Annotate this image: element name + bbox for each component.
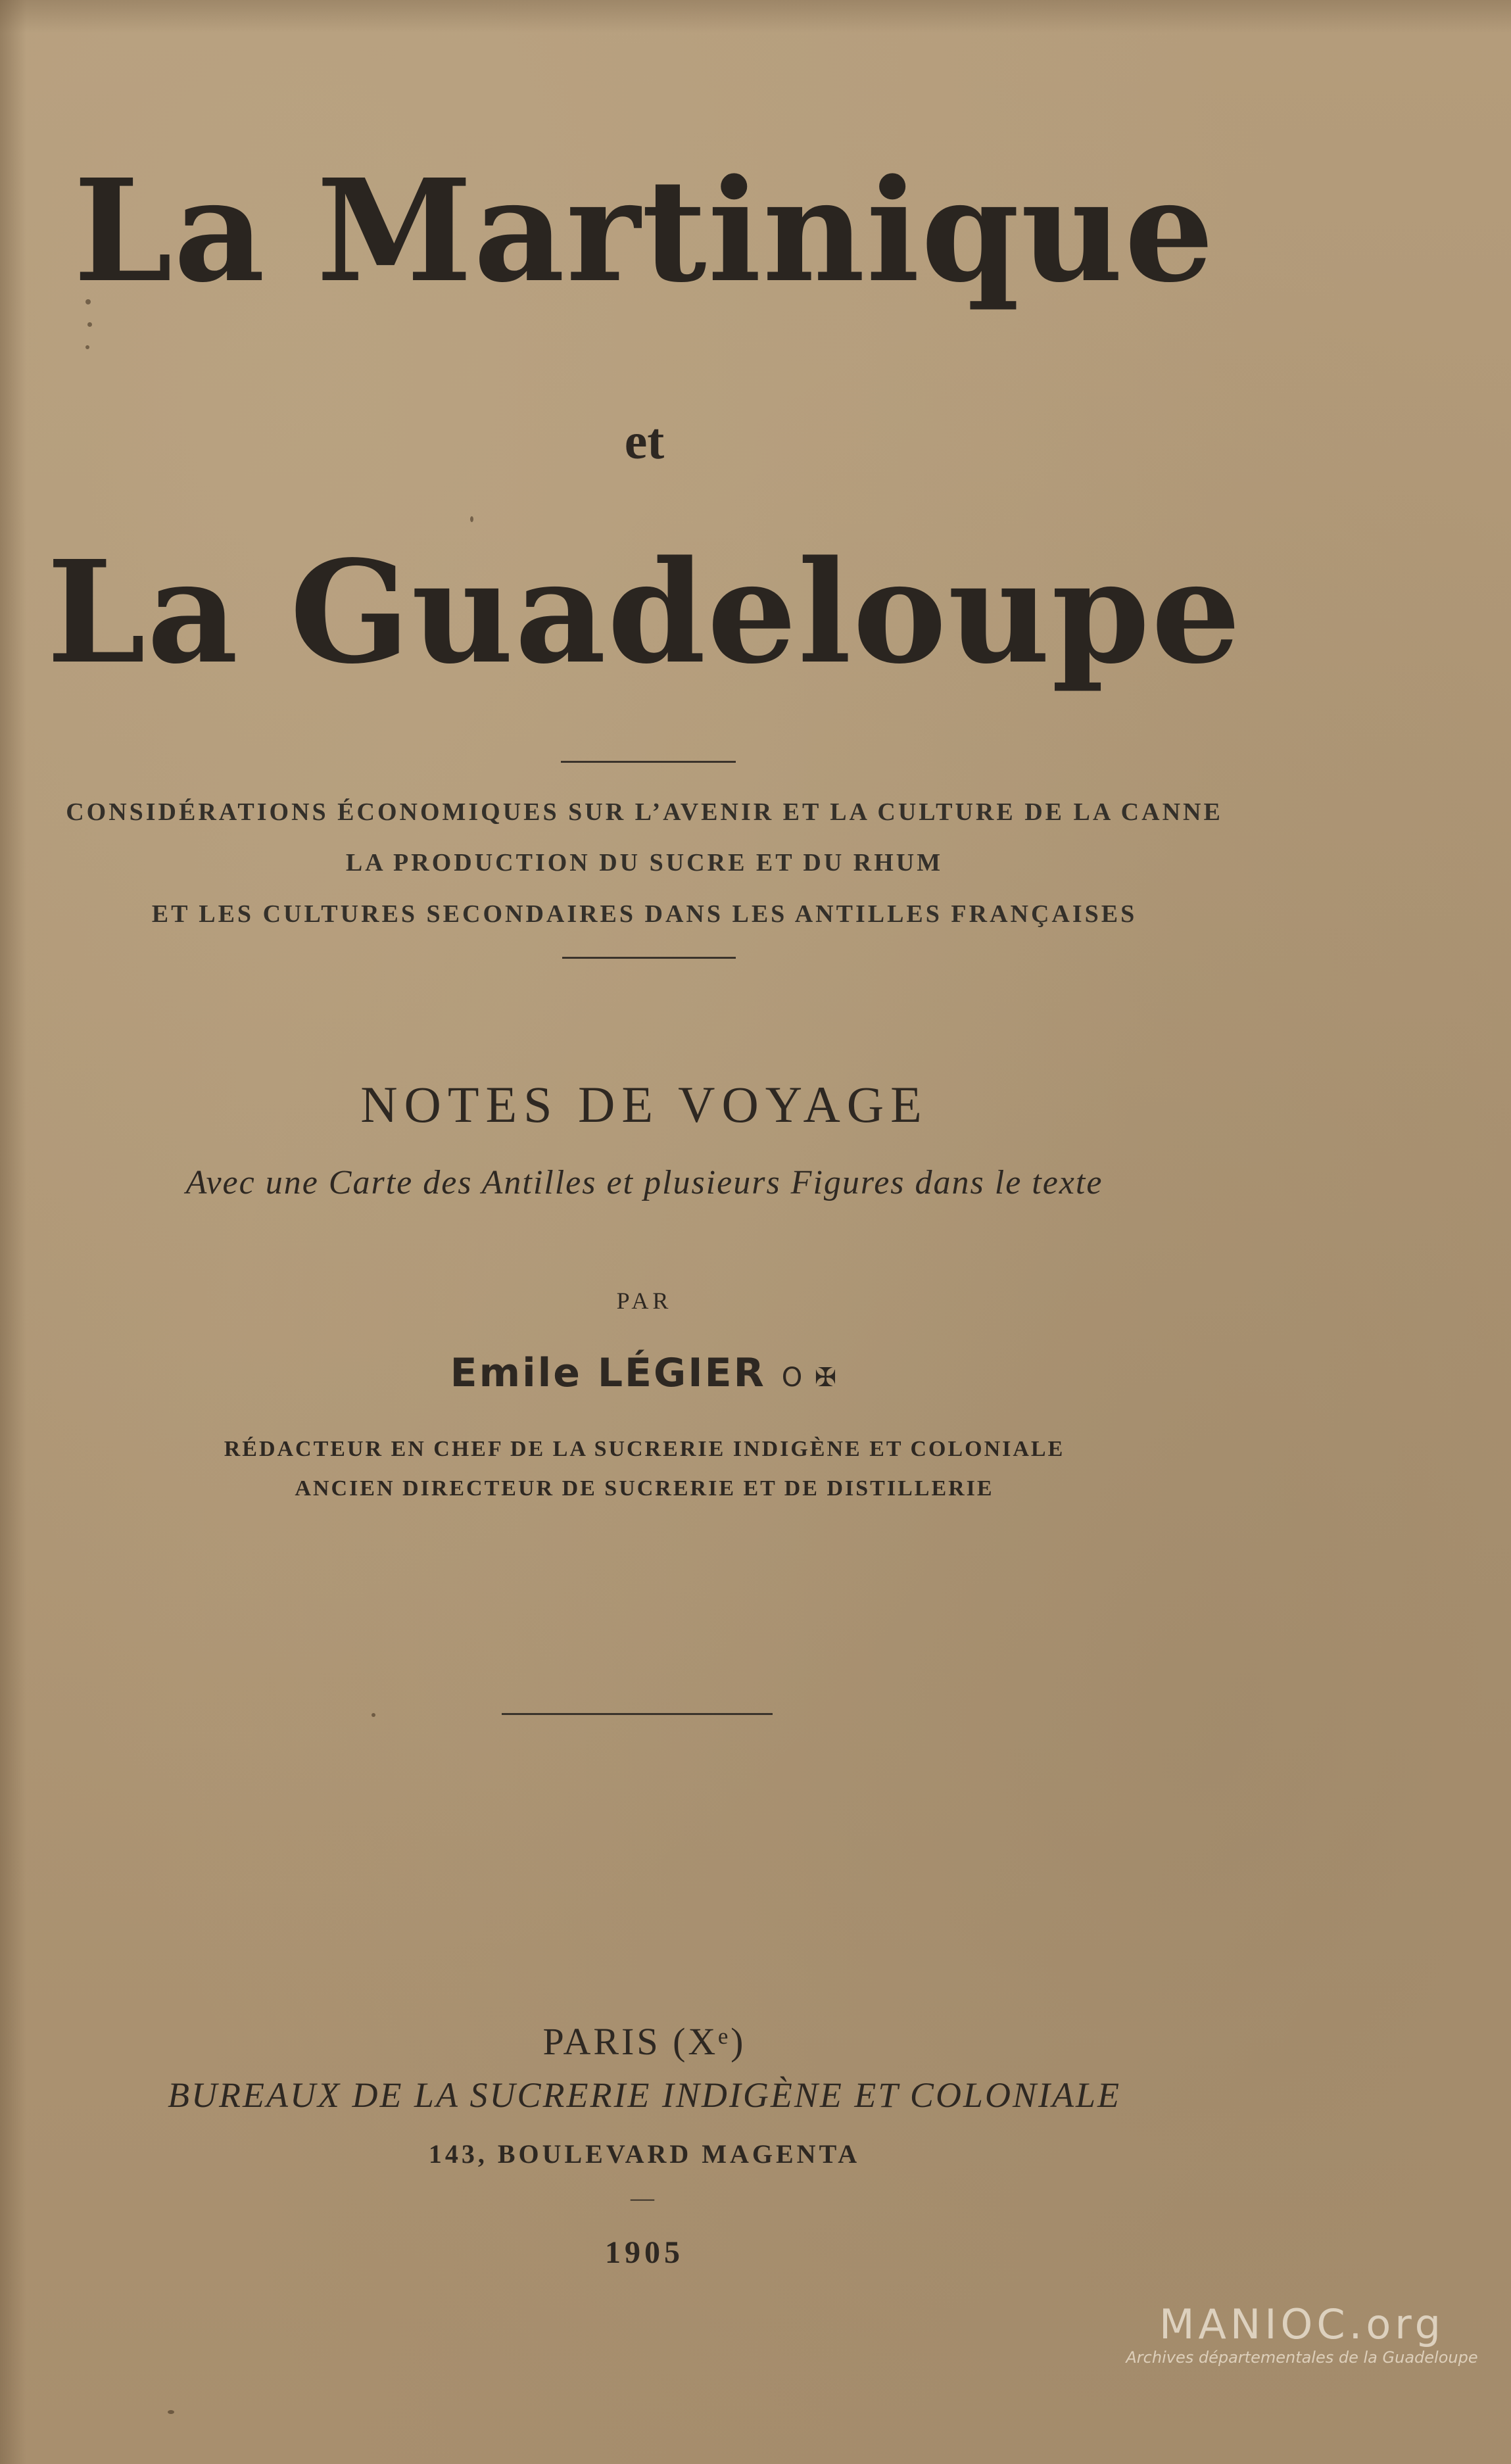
publisher-name: BUREAUX DE LA SUCRERIE INDIGÈNE ET COLONIALE [168,2075,1121,2115]
paper-speck [372,1713,375,1717]
page-edge-shadow-top [0,0,1511,33]
publisher-city: PARIS (Xᵉ) [542,2020,746,2063]
subtitle-line-2: LA PRODUCTION DU SUCRE ET DU RHUM [345,849,944,877]
title-conjunction: et [624,412,665,470]
paper-speck [470,516,473,522]
author-role-2: ANCIEN DIRECTEUR DE SUCRERIE ET DE DISTILLERIE [295,1476,994,1501]
author-by: PAR [616,1288,673,1314]
subtitle-line-1: CONSIDÉRATIONS ÉCONOMIQUES SUR L’AVENIR ET LA CULTURE DE LA CANNE [66,798,1223,826]
paper-speck [85,345,89,349]
author-role-1: RÉDACTEUR EN CHEF DE LA SUCRERIE INDIGÈNE ET COLONIALE [224,1437,1065,1461]
manioc-logo: MANIOC.org [1159,2300,1445,2348]
subtitle-line-3: ET LES CULTURES SECONDAIRES DANS LES ANTILLES FRANÇAISES [151,900,1138,928]
subtitle-rule [562,957,736,959]
notes-description: Avec une Carte des Antilles et plusieurs Figures dans le texte [185,1164,1103,1201]
paper-speck [168,2410,174,2414]
manioc-watermark [1118,2302,1486,2367]
author-line [0,1349,1289,1401]
notes-heading: NOTES DE VOYAGE [360,1076,928,1133]
publication-year: 1905 [605,2235,684,2270]
honor-mark: O ✠ [781,1363,839,1393]
publisher-address: 143, BOULEVARD MAGENTA [428,2139,861,2169]
publisher-dash: — [631,2185,658,2211]
title-line-2: La Guadeloupe [47,530,1242,695]
author-rule [502,1713,773,1715]
paper-speck [87,322,92,327]
title-line-1: La Martinique [73,149,1216,314]
author-name: Emile LÉGIER [450,1350,766,1396]
manioc-caption: Archives départementales de la Guadeloupe [1126,2348,1478,2367]
title-underline-rule [561,761,736,763]
